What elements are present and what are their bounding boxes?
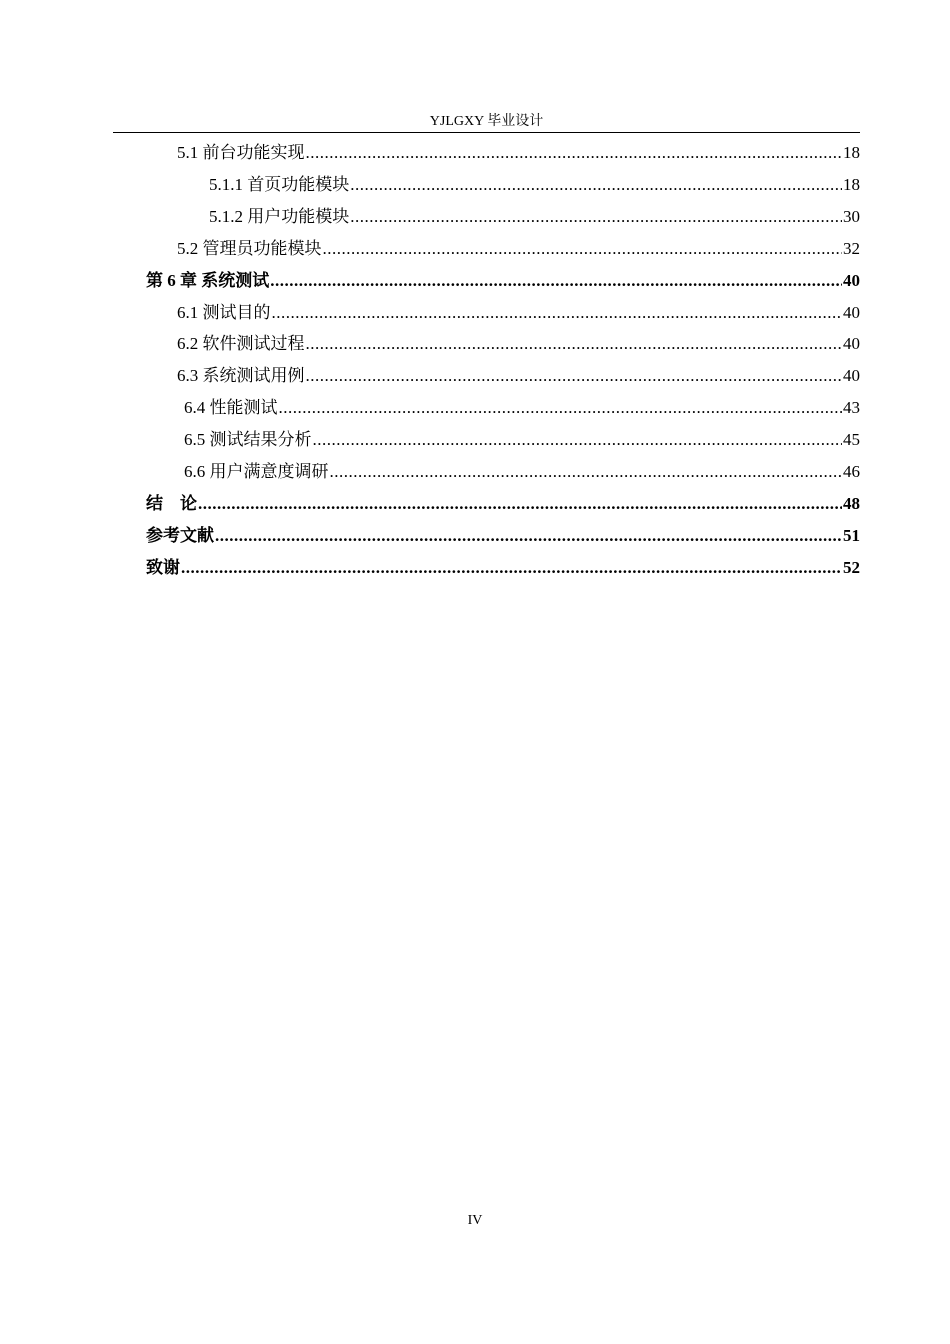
toc-entry-title: 5.1.1 首页功能模块 (209, 175, 350, 194)
table-of-contents (0, 0, 950, 600)
toc-entry-5-1-2[interactable] (209, 205, 860, 229)
toc-entry-page: 51 (843, 526, 860, 545)
toc-entry-6-4[interactable] (184, 396, 860, 420)
toc-entry-title: 6.1 测试目的 (177, 303, 271, 322)
toc-entry-page: 43 (843, 398, 860, 417)
page-header: YJLGXY 毕业设计 (429, 114, 544, 129)
toc-entry-title: 6.3 系统测试用例 (177, 366, 305, 385)
toc-dot-leader (215, 524, 842, 548)
toc-entry-title: 6.2 软件测试过程 (177, 334, 305, 353)
toc-entry-page: 40 (843, 366, 860, 385)
toc-entry-5-1[interactable] (177, 141, 860, 165)
toc-entry-page: 30 (843, 207, 860, 226)
toc-entry-title: 参考文献 (146, 526, 214, 545)
toc-dot-leader (306, 141, 843, 165)
toc-entry-page: 52 (843, 558, 860, 577)
toc-dot-leader (313, 428, 843, 452)
toc-entry-page: 45 (843, 430, 860, 449)
toc-entry-title: 5.1.2 用户功能模块 (209, 207, 350, 226)
toc-dot-leader (323, 237, 843, 261)
toc-dot-leader (272, 301, 843, 325)
toc-dot-leader (306, 364, 843, 388)
toc-entry-conclusion[interactable] (146, 492, 860, 516)
toc-entry-page: 46 (843, 462, 860, 481)
toc-entry-page: 48 (843, 494, 860, 513)
toc-entry-page: 40 (843, 303, 860, 322)
toc-dot-leader (270, 269, 842, 293)
toc-dot-leader (181, 556, 842, 580)
toc-entry-6-6[interactable] (184, 460, 860, 484)
toc-entry-6-1[interactable] (177, 301, 860, 325)
toc-entry-page: 18 (843, 175, 860, 194)
toc-entry-page: 40 (843, 334, 860, 353)
toc-entry-title: 6.6 用户满意度调研 (184, 462, 329, 481)
toc-dot-leader (350, 205, 842, 229)
toc-entry-page: 40 (843, 271, 860, 290)
toc-entry-6-5[interactable] (184, 428, 860, 452)
page-number: IV (467, 1213, 483, 1228)
toc-dot-leader (306, 332, 843, 356)
toc-entry-title: 6.5 测试结果分析 (184, 430, 312, 449)
toc-entry-chapter-6[interactable] (146, 269, 860, 293)
toc-entry-references[interactable] (146, 524, 860, 548)
toc-entry-5-1-1[interactable] (209, 173, 860, 197)
toc-entry-6-2[interactable] (177, 332, 860, 356)
toc-entry-title: 第 6 章 系统测试 (146, 271, 270, 290)
toc-dot-leader (350, 173, 842, 197)
toc-entry-title: 5.1 前台功能实现 (177, 143, 305, 162)
toc-entry-page: 18 (843, 143, 860, 162)
toc-entry-page: 32 (843, 239, 860, 258)
toc-entry-title: 致谢 (146, 558, 180, 577)
toc-dot-leader (330, 460, 843, 484)
toc-entry-5-2[interactable] (177, 237, 860, 261)
toc-entry-title: 5.2 管理员功能模块 (177, 239, 322, 258)
toc-entry-title: 结 论 (146, 494, 197, 513)
toc-entry-6-3[interactable] (177, 364, 860, 388)
toc-dot-leader (279, 396, 843, 420)
toc-dot-leader (198, 492, 842, 516)
toc-entry-acknowledgements[interactable] (146, 556, 860, 580)
toc-entry-title: 6.4 性能测试 (184, 398, 278, 417)
